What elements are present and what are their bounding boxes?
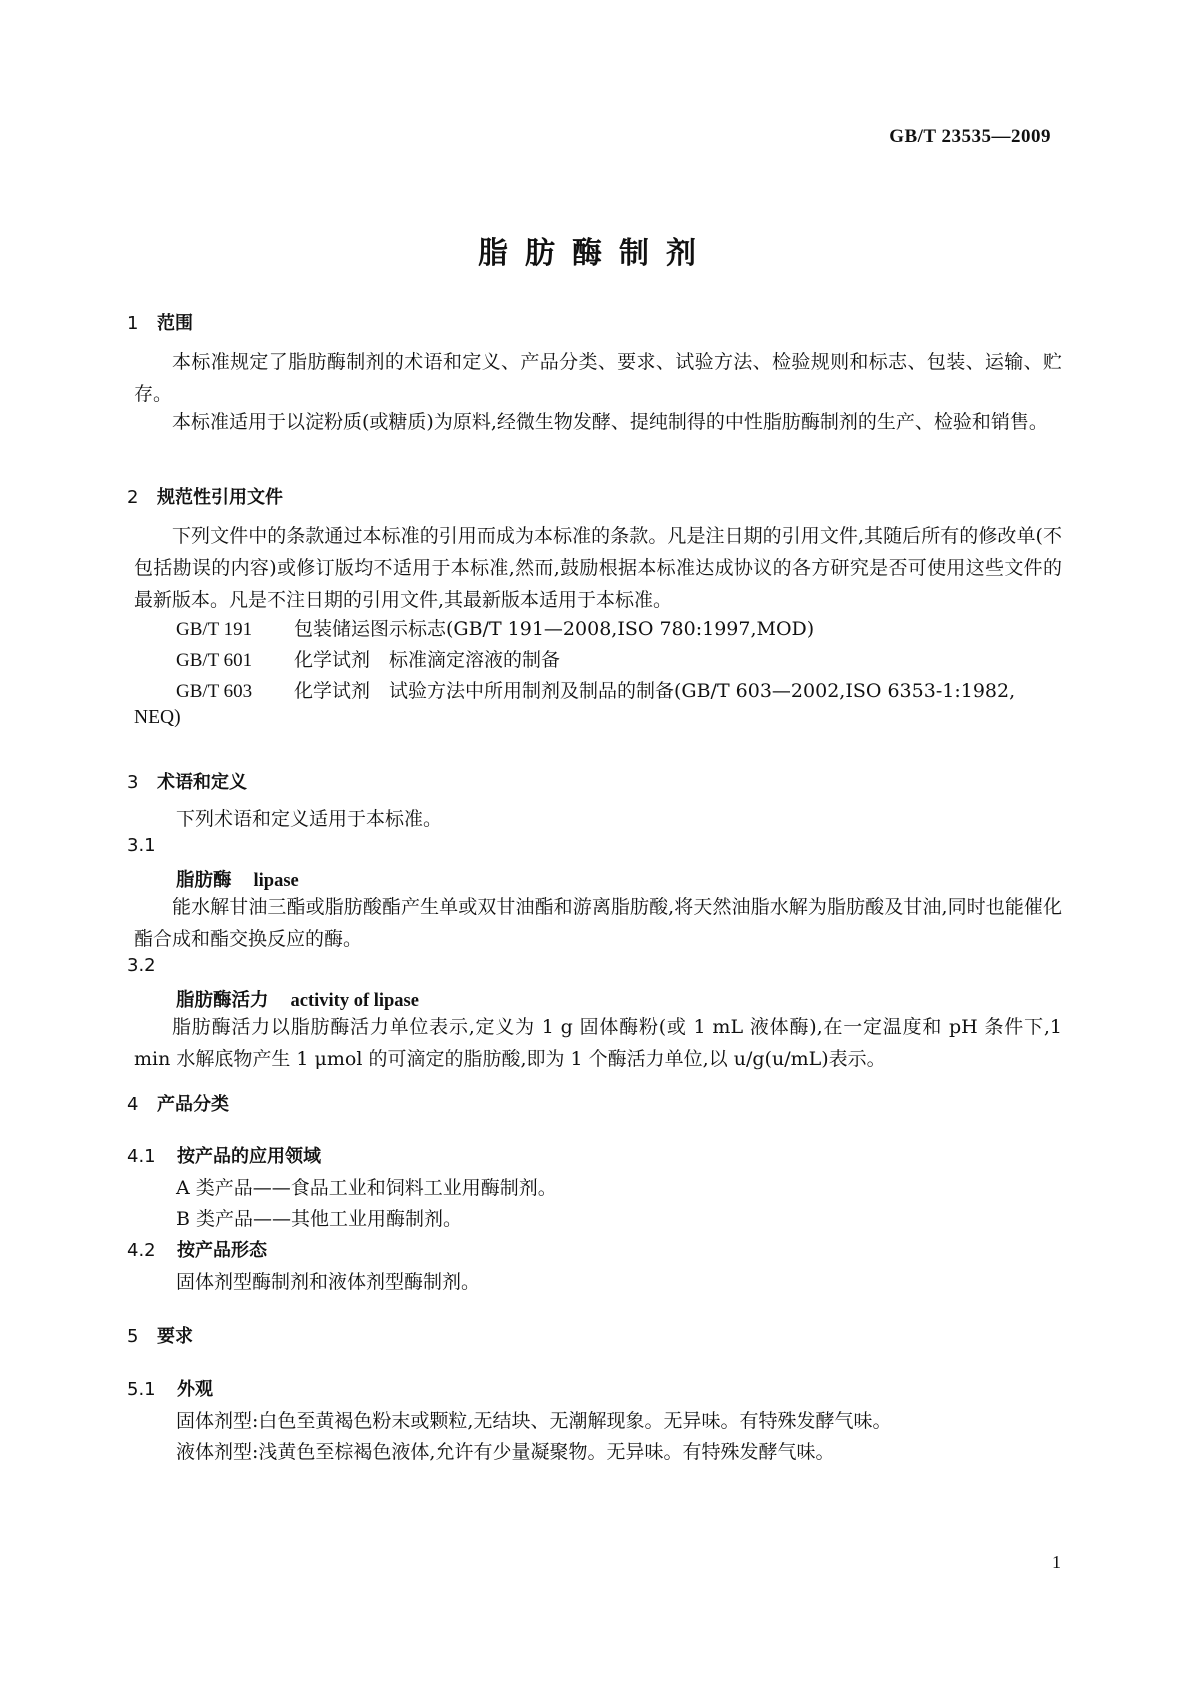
page-number: 1 — [1052, 1552, 1061, 1572]
standard-number: GB/T 23535—2009 — [889, 126, 1051, 147]
term-3-2-definition: 脂肪酶活力以脂肪酶活力单位表示,定义为 1 g 固体酶粉(或 1 mL 液体酶),在一定温度和 pH 条件下,1 min 水解底物产生 1 μmol 的可滴定的脂肪酸,即为 1 个酶活力单位,以 u/g(u/mL)表示。 — [134, 1016, 1062, 1070]
section-2-title: 规范性引用文件 — [157, 487, 283, 508]
reference-text: 包装储运图示标志(GB/T 191—2008,ISO 780:1997,MOD) — [294, 618, 815, 640]
section-2-heading: 2 规范性引用文件 — [127, 487, 283, 508]
document-title: 脂肪酶制剂 — [478, 236, 713, 271]
reference-code: GB/T 601 — [176, 650, 253, 671]
reference-continuation: NEQ) — [134, 707, 181, 728]
section-1-title: 范围 — [157, 313, 193, 334]
appearance-liquid: 液体剂型:浅黄色至棕褐色液体,允许有少量凝聚物。无异味。有特殊发酵气味。 — [176, 1441, 835, 1463]
term-3-1-en: lipase — [253, 871, 299, 891]
clause-5-1-title: 外观 — [177, 1379, 213, 1400]
section-1-paragraph-1: 本标准规定了脂肪酶制剂的术语和定义、产品分类、要求、试验方法、检验规则和标志、包装、运输、贮存。 — [134, 351, 1062, 405]
term-3-2-cn: 脂肪酶活力 — [176, 990, 269, 1011]
appearance-solid: 固体剂型:白色至黄褐色粉末或颗粒,无结块、无潮解现象。无异味。有特殊发酵气味。 — [176, 1410, 892, 1432]
term-3-2 — [176, 986, 419, 1012]
section-3-title: 术语和定义 — [157, 772, 247, 793]
reference-item — [176, 614, 814, 641]
reference-code: GB/T 603 — [176, 681, 253, 702]
reference-item — [176, 645, 560, 672]
section-1-heading: 1 范围 — [127, 313, 193, 334]
term-3-2-en: activity of lipase — [290, 991, 419, 1011]
section-5-heading: 5 要求 — [127, 1326, 193, 1347]
clause-3-2-number: 3.2 — [127, 955, 156, 976]
clause-4-1-heading: 4.1 按产品的应用领域 — [127, 1146, 321, 1167]
reference-text: 化学试剂 标准滴定溶液的制备 — [294, 649, 561, 671]
reference-code: GB/T 191 — [176, 619, 253, 640]
class-a-item: A 类产品——食品工业和饲料工业用酶制剂。 — [176, 1177, 557, 1199]
clause-4-2-heading: 4.2 按产品形态 — [127, 1240, 267, 1261]
clause-5-1-heading: 5.1 外观 — [127, 1379, 213, 1400]
class-b-item: B 类产品——其他工业用酶制剂。 — [176, 1208, 463, 1230]
clause-4-2-title: 按产品形态 — [177, 1240, 267, 1261]
term-3-1-cn: 脂肪酶 — [176, 870, 232, 891]
section-4-heading: 4 产品分类 — [127, 1094, 229, 1115]
reference-item — [176, 676, 1015, 703]
term-3-1-definition: 能水解甘油三酯或脂肪酸酯产生单或双甘油酯和游离脂肪酸,将天然油脂水解为脂肪酸及甘油,同时也能催化酯合成和酯交换反应的酶。 — [134, 896, 1062, 950]
section-4-title: 产品分类 — [157, 1094, 229, 1115]
clause-4-2-text: 固体剂型酶制剂和液体剂型酶制剂。 — [176, 1271, 481, 1293]
section-2-paragraph: 下列文件中的条款通过本标准的引用而成为本标准的条款。凡是注日期的引用文件,其随后所有的修改单(不包括勘误的内容)或修订版均不适用于本标准,然而,鼓励根据本标准达成协议的各方研究是否可使用这些文件的最新版本。凡是不注日期的引用文件,其最新版本适用于本标准。 — [134, 525, 1062, 611]
section-3-paragraph: 下列术语和定义适用于本标准。 — [176, 808, 443, 830]
reference-text: 化学试剂 试验方法中所用制剂及制品的制备(GB/T 603—2002,ISO 6353-1:1982, — [294, 680, 1016, 702]
section-3-heading: 3 术语和定义 — [127, 772, 247, 793]
term-3-1 — [176, 866, 299, 892]
section-5-title: 要求 — [157, 1326, 193, 1347]
section-1-paragraph-2: 本标准适用于以淀粉质(或糖质)为原料,经微生物发酵、提纯制得的中性脂肪酶制剂的生产、检验和销售。 — [172, 411, 1048, 433]
clause-4-1-title: 按产品的应用领域 — [177, 1146, 321, 1167]
clause-3-1-number: 3.1 — [127, 835, 156, 856]
